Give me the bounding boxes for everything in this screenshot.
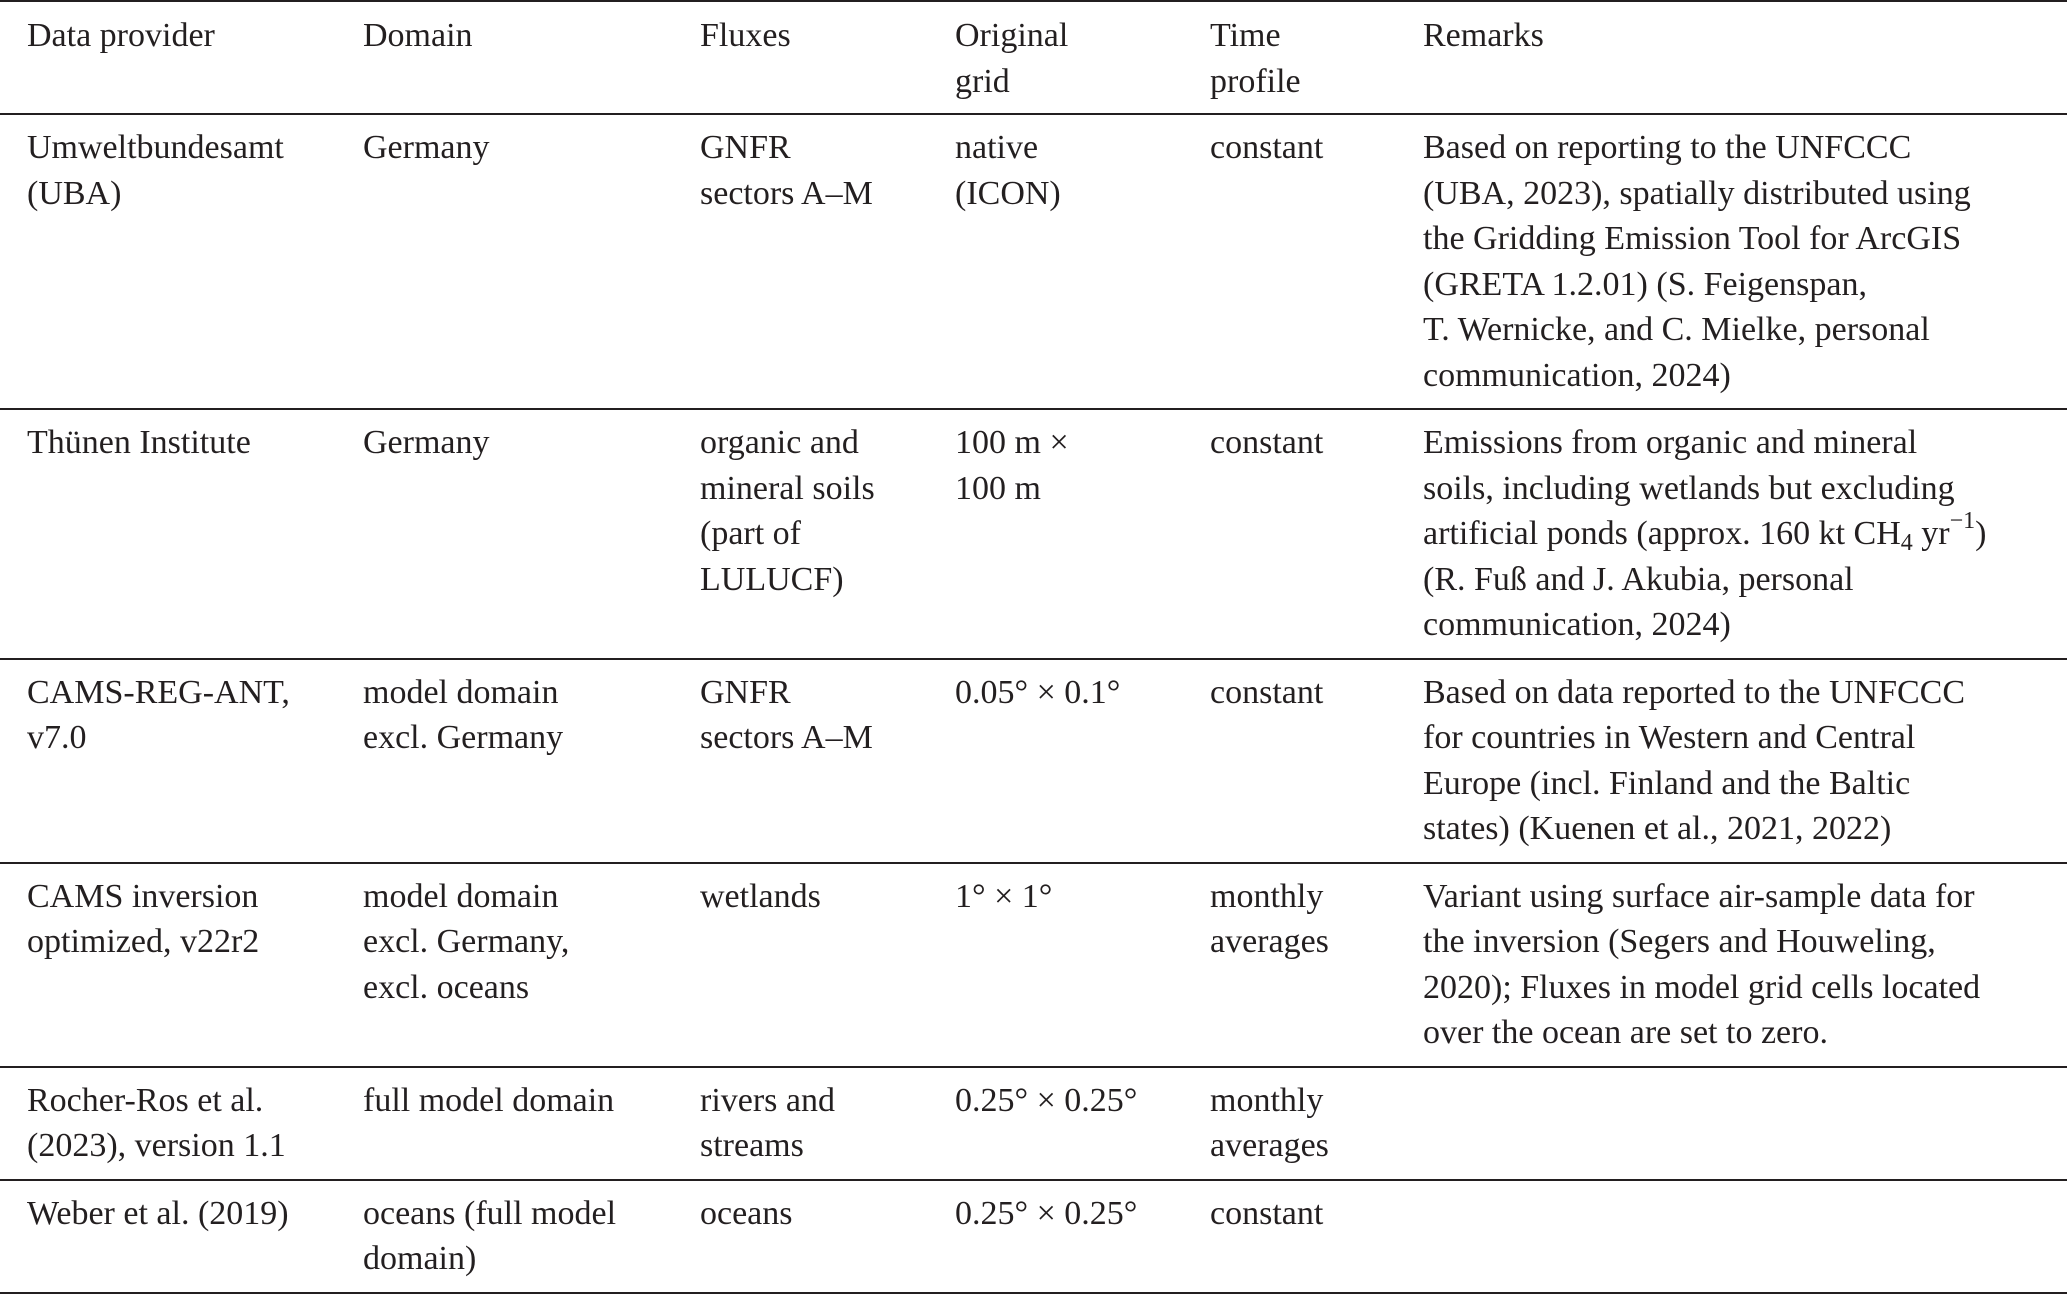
header-data-provider: Data provider [27, 17, 215, 54]
table-row [0, 409, 2067, 659]
table-row [0, 659, 2067, 863]
cell-grid: 100 m × 100 m [955, 424, 1069, 507]
table-row [0, 1067, 2067, 1180]
header-domain: Domain [363, 17, 473, 54]
cell-fluxes: oceans [700, 1194, 793, 1232]
cell-fluxes: GNFR sectors A–M [700, 129, 873, 212]
table-row [0, 114, 2067, 409]
header-time-profile: Time profile [1210, 17, 1301, 100]
cell-time-profile: monthly averages [1210, 877, 1329, 960]
remarks-text-continued: ) (R. Fuß and J. Akubia, personal communication, 2024) [1423, 515, 1987, 643]
cell-remarks: Based on data reported to the UNFCCC for countries in Western and Central Europe (incl. Finland and the Baltic states) (Kuenen et al., 2021, 2022) [1423, 673, 1966, 847]
cell-remarks [1423, 409, 2067, 659]
cell-grid: 0.25° × 0.25° [955, 1194, 1138, 1232]
cell-domain: full model domain [363, 1081, 615, 1119]
header-original-grid: Original grid [955, 17, 1069, 100]
cell-fluxes: organic and mineral soils (part of LULUCF) [700, 424, 875, 598]
cell-provider: Thünen Institute [27, 424, 251, 461]
methane-subscript: 4 [1900, 530, 1913, 556]
cell-time-profile: monthly averages [1210, 1081, 1329, 1164]
table-body [0, 114, 2067, 1293]
cell-fluxes: wetlands [700, 877, 821, 915]
header-remarks: Remarks [1423, 17, 1544, 54]
cell-domain: model domain excl. Germany, excl. oceans [363, 877, 570, 1006]
cell-domain: model domain excl. Germany [363, 673, 564, 756]
cell-grid: 0.05° × 0.1° [955, 673, 1121, 711]
cell-time-profile: constant [1210, 673, 1324, 711]
table-row [0, 1180, 2067, 1293]
cell-provider: Rocher-Ros et al. (2023), version 1.1 [27, 1081, 286, 1164]
cell-time-profile: constant [1210, 129, 1324, 166]
cell-domain: Germany [363, 129, 490, 166]
cell-fluxes: GNFR sectors A–M [700, 673, 873, 756]
exponent-superscript: −1 [1949, 508, 1976, 534]
remarks-unit: yr [1912, 515, 1950, 552]
table-header [0, 1, 2067, 114]
cell-remarks [1423, 1067, 2067, 1180]
cell-domain: Germany [363, 424, 490, 461]
cell-remarks [1423, 1180, 2067, 1293]
cell-grid: 0.25° × 0.25° [955, 1081, 1138, 1119]
cell-remarks: Based on reporting to the UNFCCC (UBA, 2023), spatially distributed using the Gridding Emission Tool for ArcGIS (GRETA 1.2.01) (S. Feigenspan, T. Wernicke, and C. Mielke, personal communication, 2024) [1423, 129, 1971, 394]
cell-domain: oceans (full model domain) [363, 1194, 617, 1277]
cell-provider: CAMS-REG-ANT, v7.0 [27, 673, 290, 756]
cell-provider: CAMS inversion optimized, v22r2 [27, 877, 260, 960]
remarks-text: Emissions from organic and mineral soils, including wetlands but excluding artificial ponds (approx. 160 kt CH [1423, 424, 1955, 552]
table-row [0, 863, 2067, 1067]
cell-time-profile: constant [1210, 424, 1324, 461]
cell-provider: Umweltbundesamt (UBA) [27, 129, 284, 212]
cell-grid: native (ICON) [955, 129, 1061, 212]
header-row [0, 1, 2067, 114]
header-fluxes: Fluxes [700, 17, 791, 54]
cell-grid: 1° × 1° [955, 877, 1053, 915]
cell-fluxes: rivers and streams [700, 1081, 836, 1164]
cell-time-profile: constant [1210, 1194, 1324, 1232]
cell-provider: Weber et al. (2019) [27, 1194, 289, 1232]
cell-remarks: Variant using surface air-sample data for the inversion (Segers and Houweling, 2020); Fluxes in model grid cells located over the ocean are set to zero. [1423, 877, 1981, 1051]
